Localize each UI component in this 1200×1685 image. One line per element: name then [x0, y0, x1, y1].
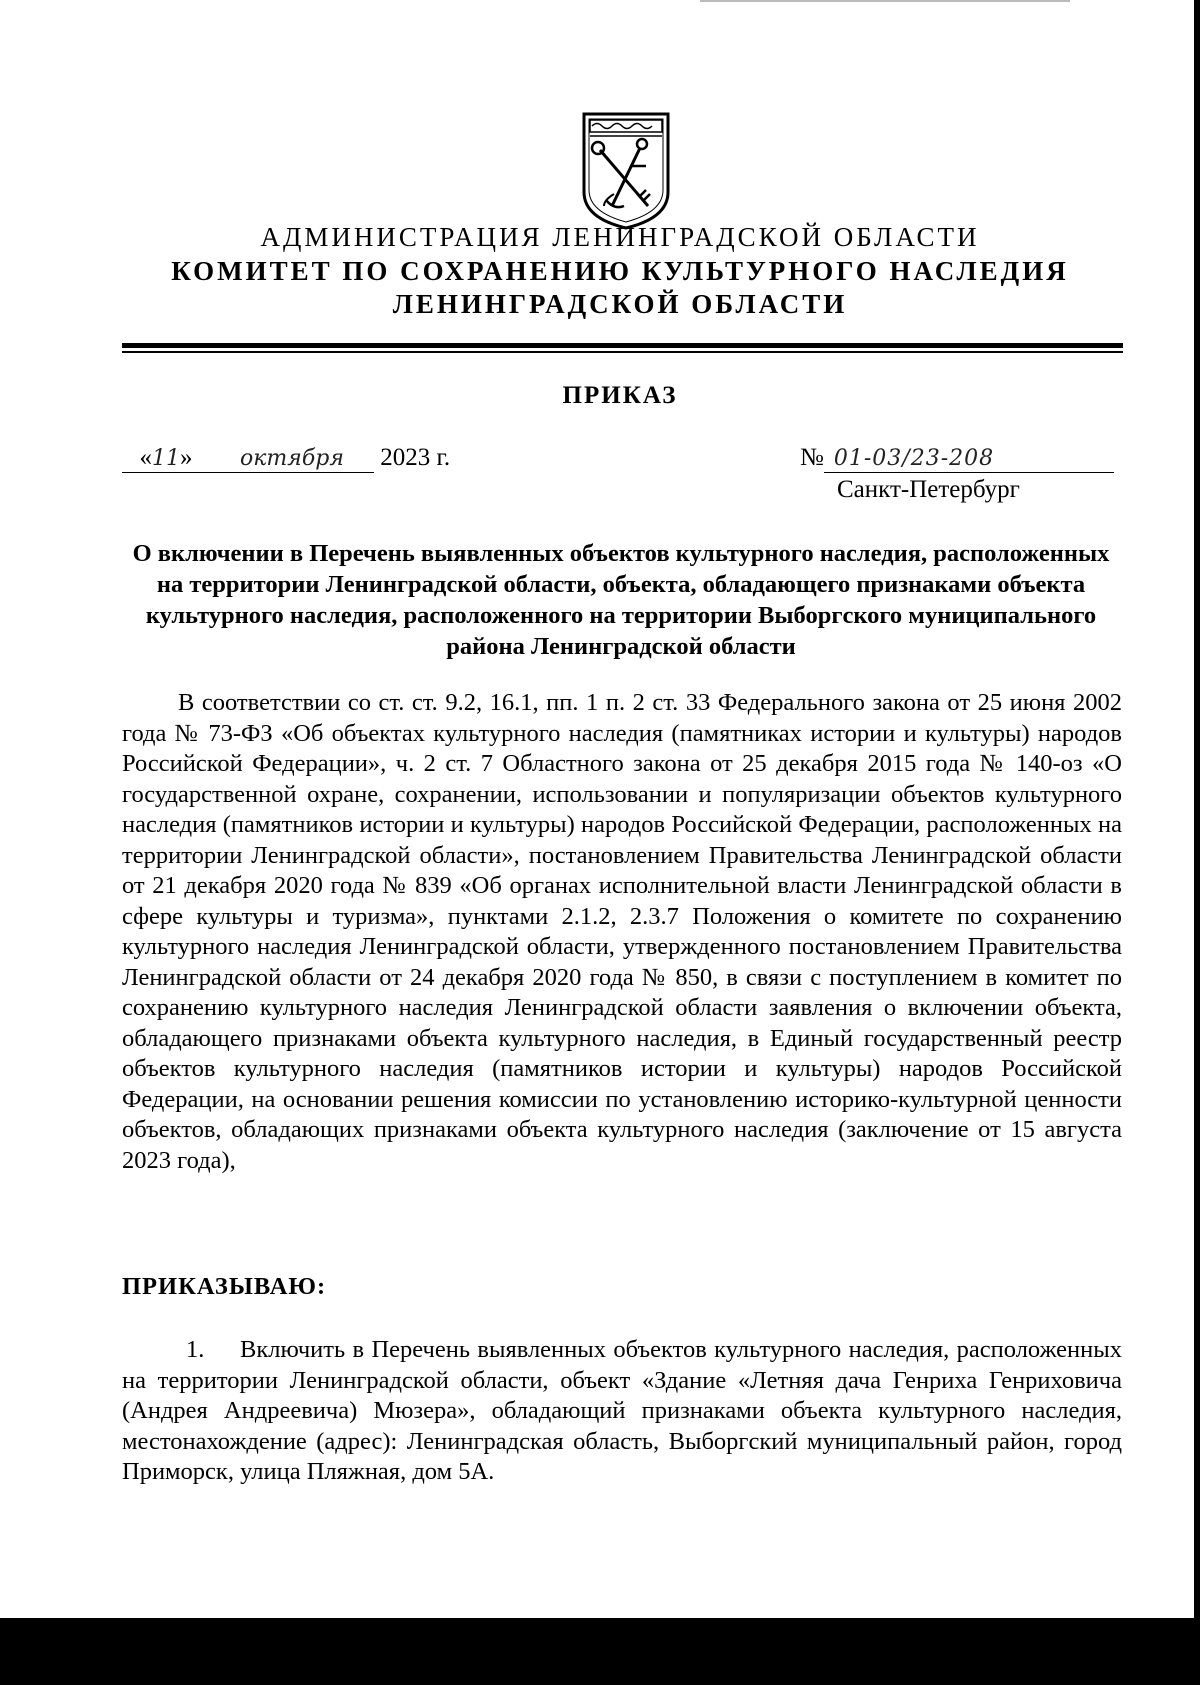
order-item — [122, 1335, 1122, 1488]
order-item-text: Включить в Перечень выявленных объектов культурного наследия, расположенных на территории Ленинградской области, объект «Здание «Летняя дача Генриха Генриховича (Андрея Андреевича) Мюзера», обладающий признаками объекта культурного наследия, местонахождение (адрес): Ленинградская область, Выборгский муниципальный район, город Приморск, улица Пляжная, дом 5А. — [122, 1336, 1122, 1485]
coat-of-arms-icon — [578, 110, 674, 232]
header-rule-thin — [122, 351, 1123, 353]
scan-edge-top — [700, 0, 1070, 2]
document-city: Санкт-Петербург — [837, 476, 1020, 503]
number-value: 01-03/23-208 — [833, 446, 995, 471]
header-committee: КОМИТЕТ ПО СОХРАНЕНИЮ КУЛЬТУРНОГО НАСЛЕДИЯ — [171, 256, 1069, 286]
document-number — [800, 444, 1123, 473]
order-verb: ПРИКАЗЫВАЮ: — [122, 1273, 327, 1300]
document-type: ПРИКАЗ — [562, 382, 678, 409]
order-item-number: 1. — [186, 1336, 205, 1363]
preamble-paragraph: В соответствии со ст. ст. 9.2, 16.1, пп. 1 п. 2 ст. 33 Федерального закона от 25 июня 2002 года № 73-ФЗ «Об объектах культурного наследия (памятниках истории и культуры) народов Российской Федерации», ч. 2 ст. 7 Областного закона от 25 декабря 2015 года № 140-оз «О государственной охране, сохранении, использовании и популяризации объектов культурного наследия (памятников истории и культуры) народов Российской Федерации, расположенных на территории Ленинградской области», постановлением Правительства Ленинградской области от 21 декабря 2020 года № 839 «Об органах исполнительной власти Ленинградской области в сфере культуры и туризма», пунктами 2.1.2, 2.3.7 Положения о комитете по сохранению культурного наследия Ленинградской области, утвержденного постановлением Правительства Ленинградской области от 24 декабря 2020 года № 850, в связи с поступлением в комитет по сохранению культурного наследия Ленинградской области заявления о включении объекта, обладающего признаками объекта культурного наследия, в Единый государственный реестр объектов культурного наследия (памятников истории и культуры) народов Российской Федерации, на основании решения комиссии по установлению историко-культурной ценности объектов, обладающих признаками объекта культурного наследия (заключение от 15 августа 2023 года), — [122, 689, 1122, 1174]
header-rule-thick — [122, 343, 1123, 348]
date-day-field: «11» — [122, 445, 210, 473]
date-month: октября — [240, 446, 344, 471]
header-administration: АДМИНИСТРАЦИЯ ЛЕНИНГРАДСКОЙ ОБЛАСТИ — [260, 222, 980, 252]
document-subject: О включении в Перечень выявленных объектов культурного наследия, расположенных на территории Ленинградской области, объекта, обладающего признаками объекта культурного наследия, расположенного на территории Выборгского муниципального района Ленинградской области — [132, 540, 1110, 660]
document-date — [122, 444, 450, 473]
date-month-field — [210, 445, 374, 473]
header-region: ЛЕНИНГРАДСКОЙ ОБЛАСТИ — [392, 289, 848, 319]
date-year: 2023 г. — [380, 444, 451, 471]
scan-edge-right — [1194, 0, 1200, 1685]
date-day: 11 — [152, 446, 180, 471]
number-field — [824, 445, 1114, 473]
scan-band-bottom — [0, 1618, 1200, 1685]
number-sign: № — [800, 444, 824, 471]
